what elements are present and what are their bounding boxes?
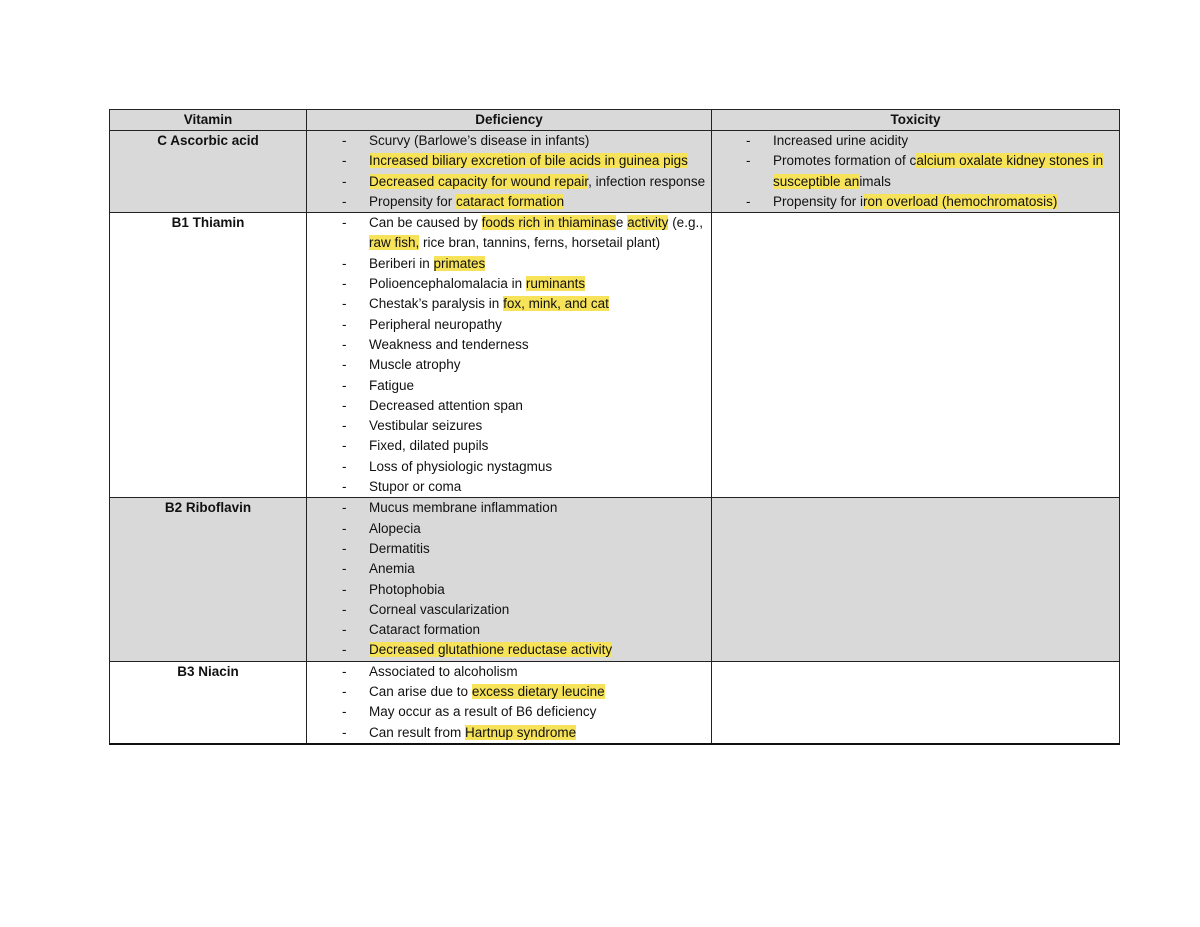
highlighted-text: Decreased capacity for wound repair (369, 173, 589, 189)
item-text: Promotes formation of c (773, 153, 917, 169)
item-text: Scurvy (Barlowe’s disease in infants) (369, 133, 590, 148)
item-text: Mucus membrane inflammation (369, 500, 558, 516)
item-text: Propensity for i (773, 193, 864, 209)
list-item (369, 662, 711, 682)
item-text: e (615, 215, 628, 231)
vitamin-table (109, 109, 1120, 745)
header-deficiency: Deficiency (307, 110, 712, 131)
item-text: Alopecia (369, 520, 421, 536)
list-item (369, 519, 711, 539)
highlighted-text: activity (627, 215, 669, 231)
highlighted-text: Increased biliary excretion of bile acids in guinea pigs (369, 153, 688, 169)
list-item (369, 559, 711, 579)
item-text: Loss of physiologic nystagmus (369, 458, 553, 474)
vitamin-name: B3 Niacin (110, 661, 307, 744)
deficiency-cell (307, 131, 712, 213)
item-text: Chestak’s paralysis in (369, 296, 504, 312)
table-row-vitamin-b3 (110, 661, 1120, 744)
highlighted-text: foods rich in thiaminas (481, 215, 616, 231)
item-text: Associated to alcoholism (369, 663, 518, 679)
deficiency-cell (307, 213, 712, 498)
highlighted-text: Decreased glutathione reductase activity (369, 642, 613, 658)
highlighted-text: ruminants (525, 276, 586, 292)
item-text: Anemia (369, 561, 415, 577)
item-text: Decreased attention span (369, 397, 523, 413)
item-text: Photophobia (369, 581, 445, 597)
list-item (369, 151, 711, 171)
list-item (369, 172, 711, 192)
item-text: Corneal vascularization (369, 601, 510, 617)
list-item (773, 131, 1119, 151)
item-text: imals (859, 173, 891, 189)
header-vitamin: Vitamin (110, 110, 307, 131)
toxicity-cell (712, 131, 1120, 213)
vitamin-name: C Ascorbic acid (110, 131, 307, 213)
list-item (369, 396, 711, 416)
list-item (369, 702, 711, 722)
highlighted-text: Hartnup syndrome (465, 724, 577, 740)
list-item (369, 600, 711, 620)
list-item (369, 254, 711, 274)
highlighted-text: cataract formation (456, 193, 565, 209)
item-text: Weakness and tenderness (369, 336, 529, 352)
item-text: Fixed, dilated pupils (369, 438, 489, 454)
list-item (369, 498, 711, 518)
list-item (369, 539, 711, 559)
list-item (369, 477, 711, 497)
item-text: Fatigue (369, 377, 415, 393)
list-item (369, 131, 711, 151)
list-item (369, 192, 711, 212)
item-text: Cataract formation (369, 622, 481, 638)
vitamin-name: B2 Riboflavin (110, 498, 307, 661)
list-item (369, 315, 711, 335)
item-text: Beriberi in (369, 255, 434, 271)
toxicity-cell (712, 213, 1120, 498)
list-item (369, 294, 711, 314)
list-item (773, 151, 1119, 192)
list-item (369, 355, 711, 375)
header-row (110, 110, 1120, 131)
item-text: Dermatitis (369, 540, 430, 556)
list-item (369, 723, 711, 743)
deficiency-cell (307, 498, 712, 661)
item-text: Polioencephalomalacia in (369, 276, 526, 292)
item-text: Peripheral neuropathy (369, 316, 502, 332)
highlighted-text: excess dietary leucine (471, 684, 605, 700)
list-item (369, 436, 711, 456)
toxicity-cell (712, 661, 1120, 744)
list-item (773, 192, 1119, 212)
list-item (369, 274, 711, 294)
highlighted-text: alcium oxalate kidney stones in susceptible an (773, 153, 1104, 189)
item-text: Can arise due to (369, 684, 472, 700)
item-text: May occur as a result of B6 deficiency (369, 704, 597, 720)
list-item (369, 682, 711, 702)
item-text: Muscle atrophy (369, 357, 461, 373)
table-row-vitamin-b1 (110, 213, 1120, 498)
table-row-vitamin-b2 (110, 498, 1120, 661)
item-text: Can be caused by (369, 215, 482, 231)
list-item (369, 620, 711, 640)
list-item (369, 213, 711, 254)
toxicity-cell (712, 498, 1120, 661)
highlighted-text: ron overload (hemochromatosis) (863, 193, 1058, 209)
table-row-vitamin-c (110, 131, 1120, 213)
header-toxicity: Toxicity (712, 110, 1120, 131)
item-text: (e.g., (668, 215, 703, 231)
list-item (369, 416, 711, 436)
item-text: Vestibular seizures (369, 418, 483, 434)
list-item (369, 376, 711, 396)
item-text: rice bran, tannins, ferns, horsetail plant) (419, 235, 661, 251)
vitamin-name: B1 Thiamin (110, 213, 307, 498)
item-text: Can result from (369, 724, 466, 740)
item-text: Propensity for (369, 193, 457, 209)
list-item (369, 457, 711, 477)
highlighted-text: fox, mink, and cat (503, 296, 609, 312)
highlighted-text: primates (433, 255, 486, 271)
list-item (369, 335, 711, 355)
deficiency-cell (307, 661, 712, 744)
highlighted-text: raw fish, (369, 235, 420, 251)
list-item (369, 640, 711, 660)
item-text: Increased urine acidity (773, 133, 909, 148)
list-item (369, 580, 711, 600)
item-text: , infection response (588, 173, 706, 189)
item-text: Stupor or coma (369, 479, 462, 495)
